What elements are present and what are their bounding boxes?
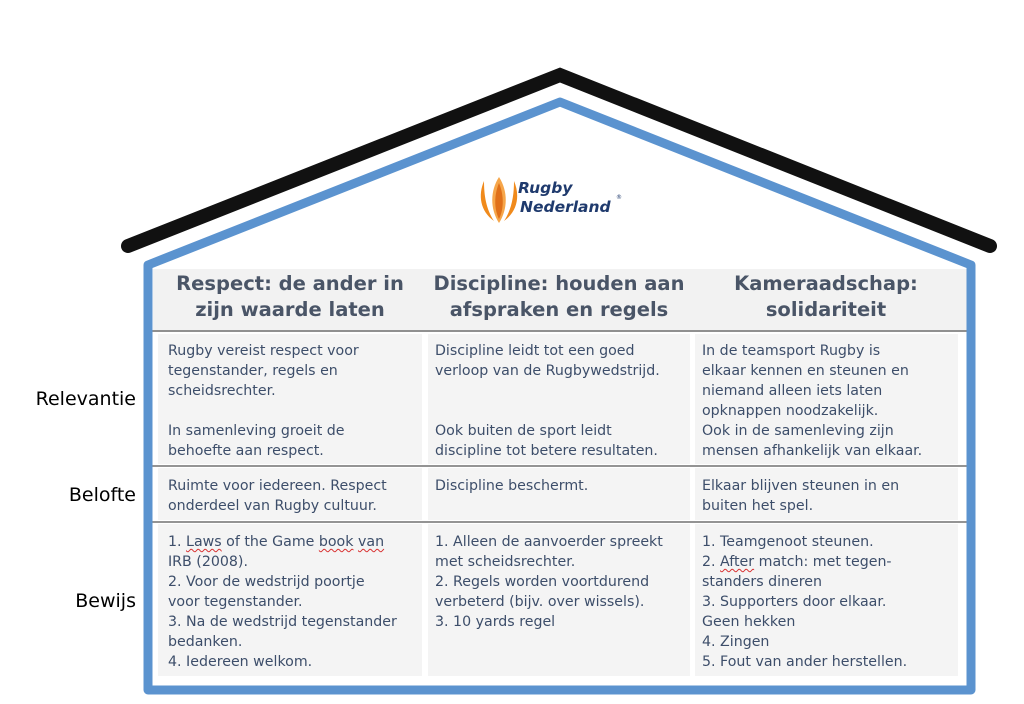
cell-line: Elkaar blijven steunen in en bbox=[702, 478, 900, 494]
cell-line: opknappen noodzakelijk. bbox=[702, 403, 879, 419]
cell-line: 3. Na de wedstrijd tegenstander bbox=[168, 614, 397, 630]
cell-kameraadschap-bewijs bbox=[702, 532, 960, 672]
cell-line: Ook buiten de sport leidt bbox=[435, 423, 612, 439]
cell-line: 4. Zingen bbox=[702, 634, 770, 650]
cell-discipline-bewijs bbox=[435, 532, 693, 632]
cell-line: Ook in de samenleving zijn bbox=[702, 423, 894, 439]
cell-kameraadschap-belofte bbox=[702, 476, 960, 516]
cell-kameraadschap-relevantie bbox=[702, 341, 960, 461]
cell-line: buiten het spel. bbox=[702, 498, 814, 514]
cell-line: 2. Voor de wedstrijd poortje bbox=[168, 574, 365, 590]
cell-line: In samenleving groeit de bbox=[168, 423, 345, 439]
cell-line: bedanken. bbox=[168, 634, 243, 650]
cell-line: 3. Supporters door elkaar. bbox=[702, 594, 887, 610]
column-header-respect-line-1: Respect: de ander in bbox=[176, 272, 404, 295]
cell-line: elkaar kennen en steunen en bbox=[702, 363, 909, 379]
cell-line: 1. Alleen de aanvoerder spreekt bbox=[435, 534, 663, 550]
column-header-respect-line-2: zijn waarde laten bbox=[195, 298, 385, 321]
row-label-relevantie: Relevantie bbox=[35, 388, 136, 410]
cell-line: Discipline leidt tot een goed bbox=[435, 343, 635, 359]
registered-mark: ® bbox=[616, 194, 622, 201]
cell-line-laws: 1. Laws of the Game book van bbox=[168, 534, 385, 550]
cell-line: verbeterd (bijv. over wissels). bbox=[435, 594, 645, 610]
cell-line-after-match: 2. After match: met tegen- bbox=[702, 554, 892, 570]
cell-line: 5. Fout van ander herstellen. bbox=[702, 654, 908, 670]
cell-line: 1. Teamgenoot steunen. bbox=[702, 534, 874, 550]
cell-discipline-belofte bbox=[435, 476, 693, 496]
tulip-icon bbox=[476, 169, 522, 229]
cell-discipline-relevantie bbox=[435, 341, 693, 461]
cell-line: voor tegenstander. bbox=[168, 594, 303, 610]
column-header-kameraadschap-line-2: solidariteit bbox=[765, 298, 887, 321]
cell-line: Ruimte voor iedereen. Respect bbox=[168, 478, 387, 494]
cell-line: Geen hekken bbox=[702, 614, 796, 630]
cell-line: onderdeel van Rugby cultuur. bbox=[168, 498, 377, 514]
row-label-belofte: Belofte bbox=[68, 484, 136, 506]
logo-line-1: Rugby bbox=[518, 179, 573, 197]
cell-line: 4. Iedereen welkom. bbox=[168, 654, 313, 670]
column-header-discipline-line-1: Discipline: houden aan bbox=[433, 272, 685, 295]
cell-line: In de teamsport Rugby is bbox=[702, 343, 881, 359]
row-label-bewijs: Bewijs bbox=[75, 590, 136, 612]
cell-respect-belofte bbox=[168, 476, 426, 516]
logo-line-2: Nederland bbox=[520, 198, 611, 216]
cell-line: tegenstander, regels en bbox=[168, 363, 338, 379]
column-header-discipline-line-2: afspraken en regels bbox=[449, 298, 669, 321]
cell-respect-bewijs bbox=[168, 532, 426, 672]
cell-line: scheidsrechter. bbox=[168, 383, 276, 399]
cell-respect-relevantie bbox=[168, 341, 426, 461]
cell-line: behoefte aan respect. bbox=[168, 443, 324, 459]
column-header-kameraadschap-line-1: Kameraadschap: bbox=[734, 272, 918, 295]
cell-line: Rugby vereist respect voor bbox=[168, 343, 359, 359]
cell-line: standers dineren bbox=[702, 574, 823, 590]
cell-line: Discipline beschermt. bbox=[435, 478, 589, 494]
column-header-discipline bbox=[430, 271, 688, 323]
cell-line: verloop van de Rugbywedstrijd. bbox=[435, 363, 660, 379]
rugby-nederland-logo bbox=[474, 163, 624, 233]
cell-line: 2. Regels worden voortdurend bbox=[435, 574, 650, 590]
cell-line: 3. 10 yards regel bbox=[435, 614, 556, 630]
cell-line: mensen afhankelijk van elkaar. bbox=[702, 443, 923, 459]
cell-line: niemand alleen iets laten bbox=[702, 383, 883, 399]
column-header-respect bbox=[161, 271, 419, 323]
cell-line: met scheidsrechter. bbox=[435, 554, 576, 570]
cell-line: IRB (2008). bbox=[168, 554, 248, 570]
column-header-kameraadschap bbox=[697, 271, 955, 323]
cell-line: discipline tot betere resultaten. bbox=[435, 443, 658, 459]
